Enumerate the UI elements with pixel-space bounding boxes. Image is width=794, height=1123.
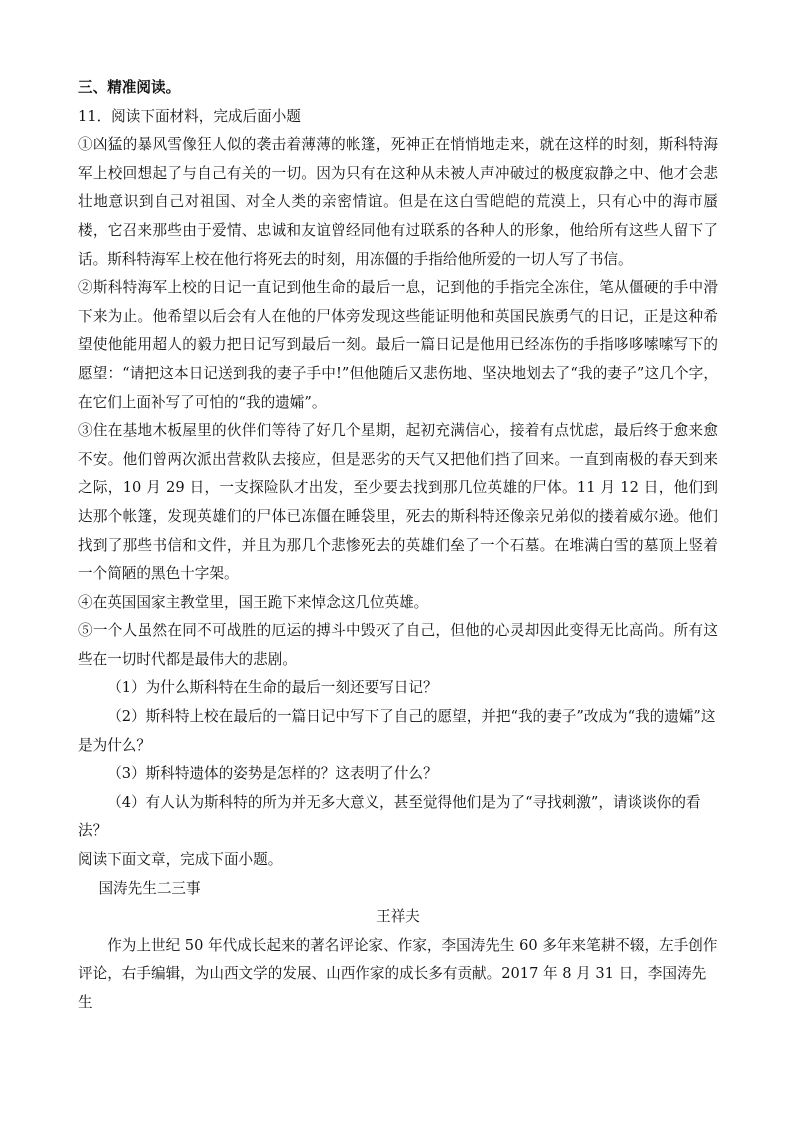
section-title: 三、精准阅读。 [78,79,181,96]
article-author: 王祥夫 [376,908,420,926]
passage-paragraph-1: ①凶猛的暴风雪像狂人似的袭击着薄薄的帐篷，死神正在悄悄地走来，就在这样的时刻，斯科特海军上校回想起了与自己有关的一切。因为只有在这种从未被人声冲破过的极度寂静之中、他才会悲壮地意识到自己对祖国、对全人类的亲密情谊。但是在这白雪皑皑的荒漠上，只有心中的海市蜃楼，它召来那些由于爱情、忠诚和友谊曾经同他有过联系的各种人的形象，他给所有这些人留下了话。斯科特海军上校在他行将死去的时刻，用冻僵的手指给他所爱的一切人写了书信。 [78,136,718,268]
article-body: 作为上世纪 50 年代成长起来的著名评论家、作家，李国涛先生 60 多年来笔耕不辍，左手创作评论，右手编辑，为山西文学的发展、山西作家的成长多有贡献。2017 年 8 月 31 日，李国涛先生 [78,936,718,1011]
second-intro: 阅读下面文章，完成下面小题。 [78,851,283,869]
question-3: （3）斯科特遗体的姿势是怎样的？这表明了什么？ [107,765,438,783]
passage-paragraph-4: ④在英国国家主教堂里，国王跪下来悼念这几位英雄。 [78,593,429,611]
question-2: （2）斯科特上校在最后的一篇日记中写下了自己的愿望，并把“我的妻子”改成为“我的遗孀”这是为什么？ [78,708,716,754]
passage-paragraph-5: ⑤一个人虽然在同不可战胜的厄运的搏斗中毁灭了自己，但他的心灵却因此变得无比高尚。所有这些在一切时代都是最伟大的悲剧。 [78,622,718,668]
passage-paragraph-3: ③住在基地木板屋里的伙伴们等待了好几个星期，起初充满信心，接着有点忧虑，最后终于愈来愈不安。他们曾两次派出营救队去接应，但是恶劣的天气又把他们挡了回来。一直到南极的春天到来之际，10 月 29 日，一支探险队才出发，至少要去找到那几位英雄的尸体。11 月 12 日，他们到达那个帐篷，发现英雄们的尸体已冻僵在睡袋里，死去的斯科特还像亲兄弟似的搂着威尔逊。他们找到了那些书信和文件，并且为那几个悲惨死去的英雄们垒了一个石墓。在堆满白雪的墓顶上竖着一个简陋的黑色十字架。 [78,422,718,583]
document-page [78,74,718,1018]
passage-paragraph-2: ②斯科特海军上校的日记一直记到他生命的最后一息，记到他的手指完全冻住，笔从僵硬的手中滑下来为止。他希望以后会有人在他的尸体旁发现这些能证明他和英国民族勇气的日记，正是这种希望使他能用超人的毅力把日记写到最后一刻。最后一篇日记是他用已经冻伤的手指哆哆嗦嗦写下的愿望：“请把这本日记送到我的妻子手中!”但他随后又悲伤地、坚决地划去了“我的妻子”这几个字，在它们上面补写了可怕的“我的遗孀”。 [78,279,718,411]
article-title: 国涛先生二三事 [98,879,201,897]
question-4: （4）有人认为斯科特的所为并无多大意义，甚至觉得他们是为了“寻找刺激”，请谈谈你的看法？ [78,793,701,840]
question-1: （1）为什么斯科特在生命的最后一刻还要写日记？ [107,679,438,697]
question-intro: 11．阅读下面材料，完成后面小题 [78,107,301,125]
